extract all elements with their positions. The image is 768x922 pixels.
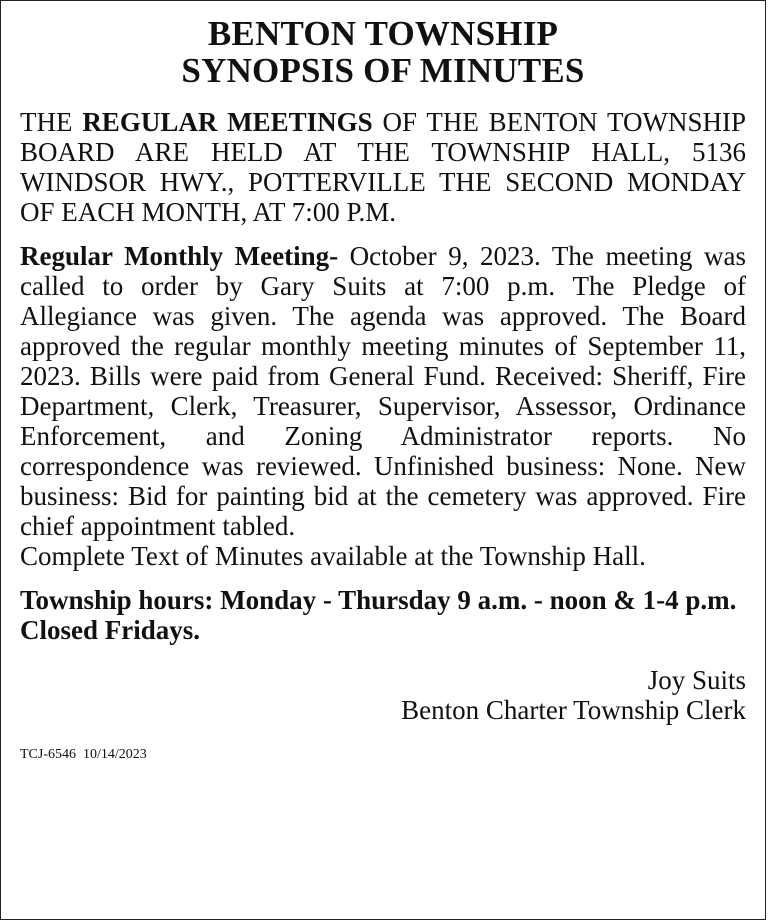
- signature-title: Benton Charter Township Clerk: [401, 695, 746, 725]
- meeting-heading: Regular Monthly Meeting-: [20, 241, 339, 271]
- complete-text-note: Complete Text of Minutes available at the Township Hall.: [20, 541, 646, 571]
- title-line-1: BENTON TOWNSHIP: [207, 14, 559, 53]
- intro-bold: REGULAR MEETINGS: [82, 107, 373, 137]
- meeting-summary-paragraph: [20, 241, 746, 541]
- signature-block: [20, 665, 746, 725]
- meeting-text: October 9, 2023. The meeting was called to order by Gary Suits at 7:00 p.m. The Pledge of Allegiance was given. The agenda was approved. The Board approved the regular monthly meeting minutes of September 11, 2023. Bills were paid from General Fund. Received: Sheriff, Fire Department, Clerk, Treasurer, Supervisor, Assessor, Ordinance Enforcement, and Zoning Administrator reports. No correspondence was reviewed. Unfinished business: None. New business: Bid for painting bid at the cemetery was approved. Fire chief appointment tabled.: [20, 241, 746, 541]
- title-line-2: SYNOPSIS OF MINUTES: [181, 51, 585, 90]
- publication-code: TCJ-6546 10/14/2023: [20, 747, 147, 762]
- notice-title: [20, 15, 746, 89]
- meeting-schedule-paragraph: [20, 107, 746, 227]
- signature-name: Joy Suits: [647, 665, 746, 695]
- intro-rest: OF THE BENTON TOWNSHIP BOARD ARE HELD AT THE TOWNSHIP HALL, 5136 WINDSOR HWY., POTTERVILLE THE SECOND MONDAY OF EACH MONTH, AT 7:00 P.M.: [20, 107, 747, 227]
- township-hours: Township hours: Monday - Thursday 9 a.m. - noon & 1-4 p.m. Closed Fridays.: [20, 585, 737, 645]
- intro-lead: THE: [20, 107, 83, 137]
